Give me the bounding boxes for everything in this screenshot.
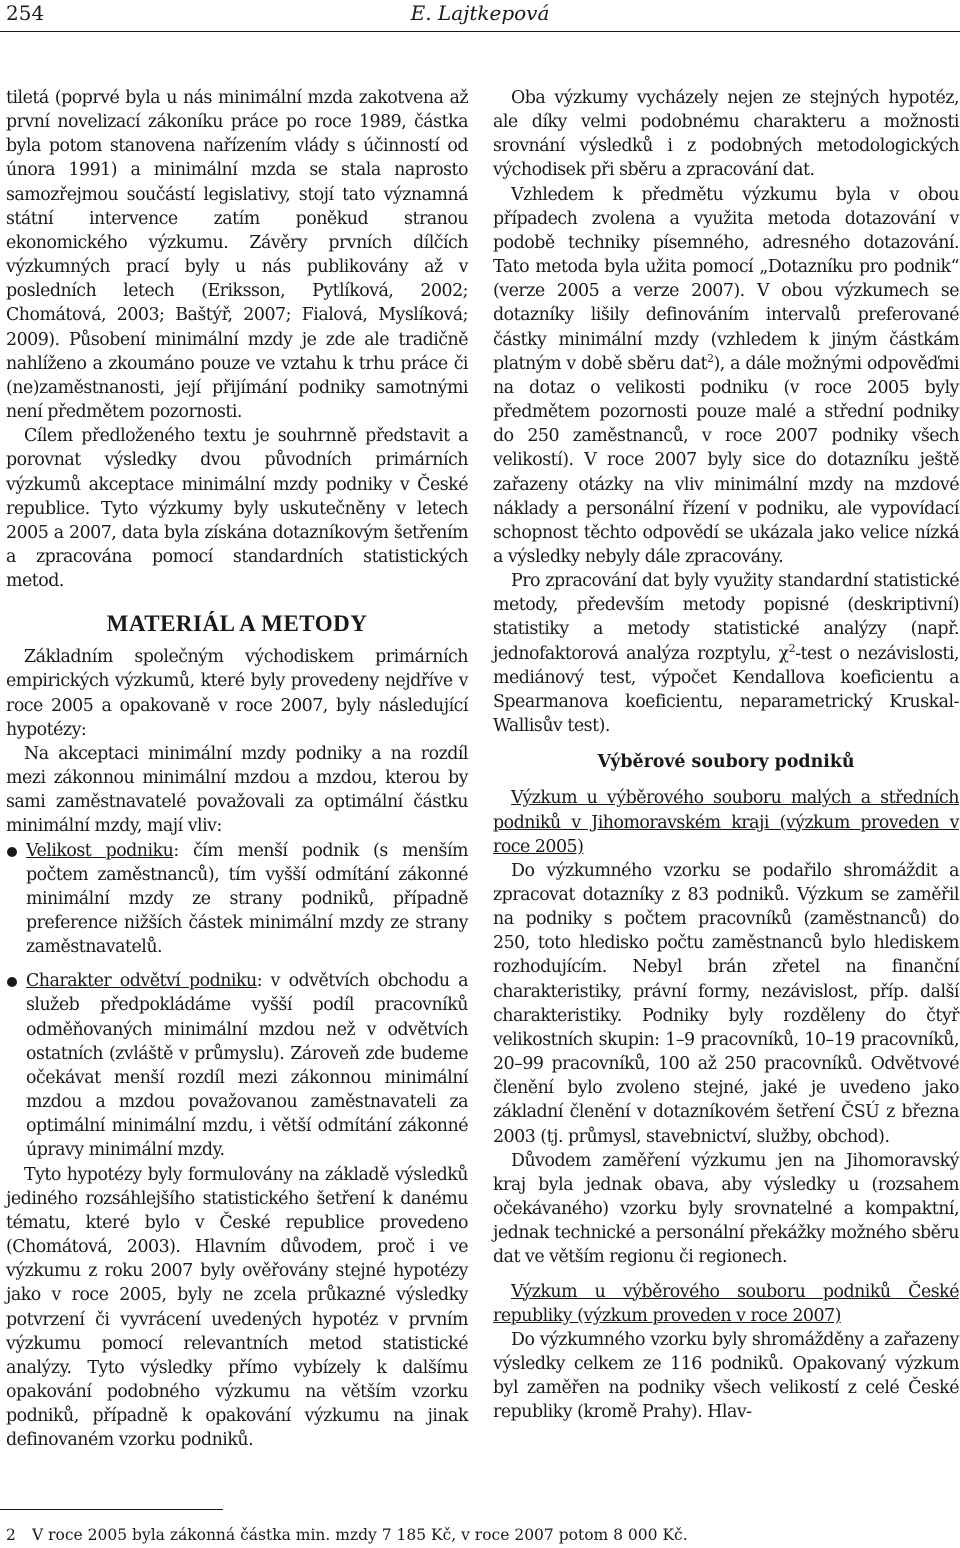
paragraph: Základním společným východiskem primárních empirických výzkumů, které byly provedeny nejdříve v roce 2005 a opakovaně v roce 2007, byly následující hypotézy: (6, 647, 468, 740)
subsection-heading: Výběrové soubory podniků (597, 752, 855, 773)
paragraph: Do výzkumného vzorku byly shromážděny a zařazeny výsledky celkem ze 116 podniků. Opakovaný výzkum byl zaměřen na podniky všech velikostí z celé České republiky (kromě Prahy). Hlav- (493, 1329, 959, 1423)
page-number: 254 (6, 1, 45, 25)
bullet-term: Velikost podniku (26, 840, 174, 861)
bullet-text: Charakter odvětví podniku: v odvětvích obchodu a služeb předpokládáme vyšší podíl pracovníků odměňovaných minimální mzdou než v odvětvích ostatních (zvláště v průmyslu). Zároveň zde budeme očekávat menší rozdíl mezi zákonnou minimální mzdou a mzdou považovanou zaměstnavateli za optimální minimální mzdu, i větší odmítání zákonné úpravy minimální mzdy. (26, 971, 468, 1161)
bullet-text: Velikost podniku: čím menší podnik (s menším počtem zaměstnanců), tím vyšší odmítání zákonné minimální mzdy ze strany podniků, případně preference nižších částek minimální mzdy ze strany zaměstnavatelů. (26, 840, 469, 958)
running-header (0, 0, 960, 30)
bullet-term: Charakter odvětví podniku (26, 971, 257, 992)
footnote-rule (0, 1509, 223, 1510)
paragraph: Do výzkumného vzorku se podařilo shromáždit a zpracovat dotazníky z 83 podniků. Výzkum se zaměřil na podniky s počtem pracovníků (zaměstnanců) do 250, toto hledisko počtu zaměstnanců bylo hlediskem rozhodujícím. Nebyl brán zřetel na finanční charakteristiky, právní formy, nezávislost, příp. další charakteristiky. Podniky byly rozděleny do čtyř velikostních skupin: 1–9 pracovníků, 10–19 pracovníků, 20–99 pracovníků, 100 až 250 pracovníků. Odvětvové členění bylo zvoleno stejné, jaké je uvedeno jako základní členění v dotazníkovém šetření ČSÚ z března 2003 (tj. průmysl, stavebnictví, služby, obchod). (493, 860, 959, 1147)
footnote (6, 1525, 688, 1545)
superscript: 2 (788, 641, 796, 655)
paragraph: Cílem předloženého textu je souhrnně představit a porovnat výsledky dvou původních primárních výzkumů akceptace minimální mzdy podniky v České republice. Tyto výzkumy byly uskutečněny v letech 2005 a 2007, data byla získána dotazníkovým šetřením a zpracována pomocí standardních statistických metod. (6, 426, 468, 592)
header-rule (0, 31, 960, 32)
paragraph: tiletá (poprvé byla u nás minimální mzda zakotvena až první novelizací zákoníku práce po roce 1989, částka byla potom stanovena nařízením vlády s účinností od února 1991) a minimální mzda se stala naprosto samozřejmou součástí legislativy, stojí tato významná státní intervence zatím poněkud stranou ekonomického výzkumu. Závěry prvních dílčích výzkumných prací byly u nás publikovány až v posledních letech (Eriksson, Pytlíková, 2002; Chomátová, 2003; Baštýř, 2007; Fialová, Myslíková; 2009). Působení minimální mzdy je zde ale tradičně nahlíženo a zkoumáno pouze ve vztahu k trhu práce či (ne)zaměstnanosti, její přijímání podniky samotnými není předmětem pozornosti. (6, 88, 468, 423)
bullet-icon (7, 847, 17, 857)
paragraph: Důvodem zaměření výzkumu jen na Jihomoravský kraj byla jednak obava, aby výsledky u (rozsahem očekávaného) vzorku byly srovnatelné a kompaktní, jednak technické a personální překážky možného sběru dat ve větším regionu či regionech. (493, 1150, 959, 1268)
footnote-marker: 2 (707, 351, 714, 365)
paragraph: Tyto hypotézy byly formulovány na základě výsledků jediného rozsáhlejšího statistického šetření k danému tématu, které bylo v České republice provedeno (Chomátová, 2003). Hlavním důvodem, proč i ve výzkumu z roku 2007 byly ověřovány stejné hypotézy jako v roce 2005, byly ne zcela průkazné výsledky potvrzení či vyvrácení uvedených hypotéz v prvním výzkumu pomocí relevantních metod statistické analýzy. Tyto výsledky přímo vybízely k dalšímu opakování podobného výzkumu na větším vzorku podniků, případně k opakování výzkumu na jinak definovaném vzorku podniků. (6, 1164, 468, 1451)
footnote-text: V roce 2005 byla zákonná částka min. mzdy 7 185 Kč, v roce 2007 potom 8 000 Kč. (32, 1526, 688, 1544)
sample-title: Výzkum u výběrového souboru malých a středních podniků v Jihomoravském kraji (výzkum proveden v roce 2005) (493, 788, 959, 857)
paragraph: Oba výzkumy vycházely nejen ze stejných hypotéz, ale díky velmi podobnému charakteru a možnosti srovnání výsledků i z podobných metodologických východisek při sběru a zpracování dat. (493, 88, 959, 181)
left-column (6, 86, 468, 1452)
sample-title: Výzkum u výběrového souboru podniků České republiky (výzkum proveden v roce 2007) (493, 1281, 959, 1326)
hypothesis-text: Na akceptaci minimální mzdy podniky a na rozdíl mezi zákonnou minimální mzdou a mzdou, kterou by sami zaměstnavatelé považovali za optimální částku minimální mzdy, mají vliv: (6, 743, 468, 837)
bullet-icon (7, 977, 17, 987)
section-heading: MATERIÁL A METODY (106, 611, 368, 637)
right-column (493, 86, 959, 1424)
paragraph: Pro zpracování dat byly využity standardní statistické metody, především metody popisné (deskriptivní) statistiky a metody statistické analýzy (např. jednofaktorová analýza rozptylu, $\chi^2$-test o nezávislosti, mediánový test, výpočet Kendallova koeficientu a Spearmanova koeficientu, neparametrický Kruskal-Wallisův test). (493, 571, 960, 737)
footnote-number: 2 (6, 1526, 16, 1544)
bullet-item (6, 839, 468, 960)
paragraph: Vzhledem k předmětu výzkumu byla v obou případech zvolena a využita metoda dotazování v podobě techniky písemného, adresného dotazování. Tato metoda byla užita pomocí „Dotazníku pro podnik“ (verze 2005 a verze 2007). V obou výzkumech se dotazníky lišily definováním intervalů preferované částky minimální mzdy (vzhledem k jiným částkám platným v době sběru dat$^2$), a dále možnými odpověďmi na dotaz o velikosti podniku (v roce 2005 byly předmětem pozornosti pouze malé a střední podniky do 250 zaměstnanců, v roce 2007 podniky všech velikostí). V roce 2007 byly sice do dotazníku ještě zařazeny otázky na vliv minimální mzdy na mzdové náklady a personální řízení v podniku, ale vypovídací schopnost těchto odpovědí se ukázala jako velice nízká a výsledky nebyly dále zpracovány. (493, 184, 959, 567)
running-head-author: E. Lajtkepová (410, 1, 550, 25)
bullet-item (6, 969, 468, 1162)
